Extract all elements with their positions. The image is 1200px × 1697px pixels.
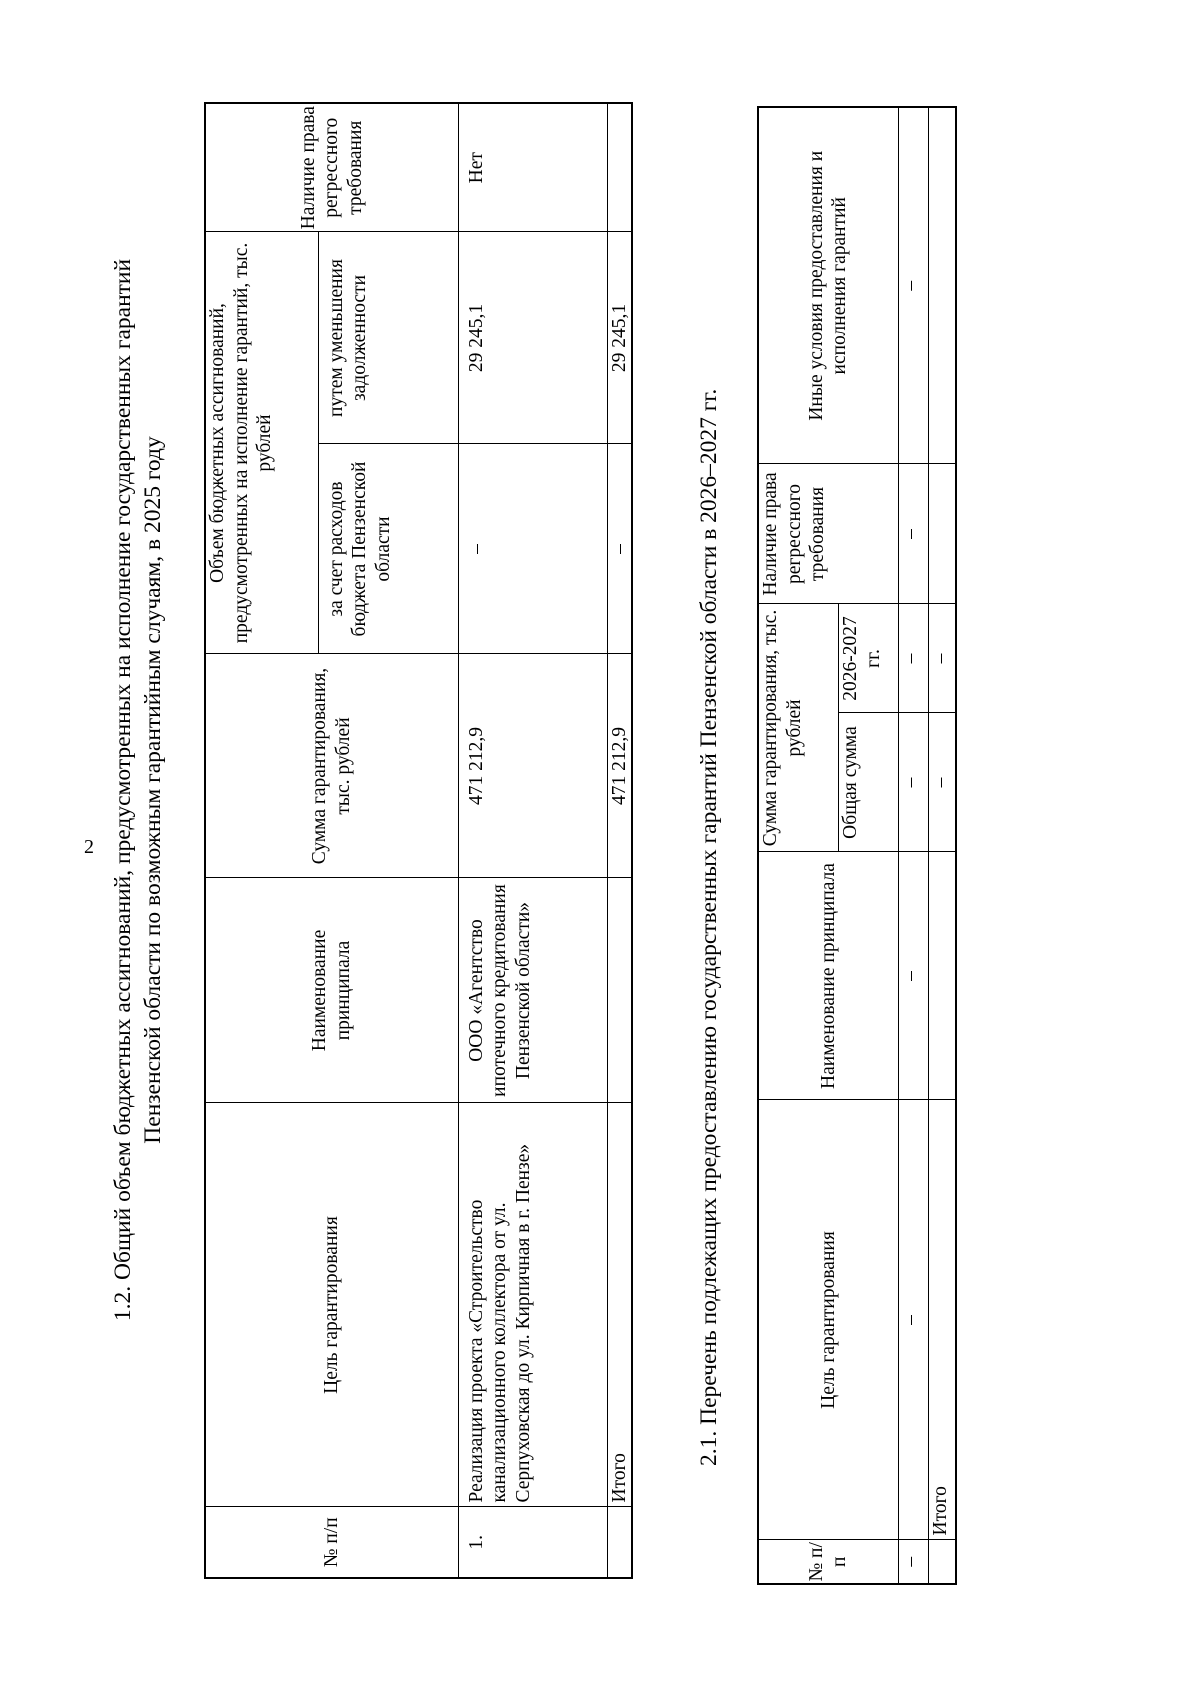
header2-sum: Сумма гарантирования, тыс. рублей	[758, 604, 838, 852]
header-vol-budget: за счет расходов бюджета Пензенской области	[318, 444, 458, 654]
row2-goal: –	[898, 1100, 928, 1540]
row-principal: ООО «Агентство ипотечного кредитования Пензенской области»	[458, 878, 607, 1103]
section1-title-line1: 1.2. Общий объем бюджетных ассигнований, предусмотренных на исполнение государственных гарантий	[110, 258, 136, 1322]
row2-other: –	[898, 107, 928, 464]
section1-title	[108, 140, 168, 1440]
total2-sum-years: –	[928, 604, 956, 713]
header2-sum-total: Общая сумма	[838, 713, 898, 852]
table-row	[458, 103, 607, 1578]
total-row	[928, 107, 956, 1584]
table1-wrapper	[204, 104, 630, 1579]
header2-principal: Наименование принципала	[758, 852, 898, 1100]
total2-sum-total: –	[928, 713, 956, 852]
total2-principal	[928, 852, 956, 1100]
total-vol-debt: 29 245,1	[607, 232, 632, 444]
total2-num	[928, 1540, 956, 1584]
header2-other: Иные условия предоставления и исполнения гарантий	[758, 107, 898, 464]
total-regress	[607, 103, 632, 232]
total-principal	[607, 878, 632, 1103]
total-num	[607, 1507, 632, 1578]
total2-regress	[928, 464, 956, 604]
table2-wrapper	[757, 108, 959, 1585]
row-num: 1.	[458, 1507, 607, 1578]
total2-label: Итого	[928, 1100, 956, 1540]
row-vol-debt: 29 245,1	[458, 232, 607, 444]
header2-goal: Цель гарантирования	[758, 1100, 898, 1540]
total-sum: 471 212,9	[607, 654, 632, 878]
header2-num: № п/п	[758, 1540, 898, 1584]
table-row	[898, 107, 928, 1584]
row2-sum-total: –	[898, 713, 928, 852]
row2-principal: –	[898, 852, 928, 1100]
guarantee-table-2026-2027	[757, 106, 957, 1585]
total-label: Итого	[607, 1103, 632, 1507]
row-regress: Нет	[458, 103, 607, 232]
header-regress: Наличие права регрессного требования	[205, 103, 458, 232]
row2-regress: –	[898, 464, 928, 604]
header-num: № п/п	[205, 1507, 458, 1578]
header2-regress: Наличие права регрессного требования	[758, 464, 898, 604]
row2-num: –	[898, 1540, 928, 1584]
header-vol-debt: путем уменьшения задолженности	[318, 232, 458, 444]
total-row	[607, 103, 632, 1578]
total2-other	[928, 107, 956, 464]
row-vol-budget: –	[458, 444, 607, 654]
header-volume: Объем бюджетных ассигнований, предусмотренных на исполнение гарантий, тыс. рублей	[205, 232, 318, 654]
header2-sum-years: 2026-2027 гг.	[838, 604, 898, 713]
total-vol-budget: –	[607, 444, 632, 654]
row-sum: 471 212,9	[458, 654, 607, 878]
row2-sum-years: –	[898, 604, 928, 713]
guarantee-table-2025	[204, 102, 633, 1579]
header-goal: Цель гарантирования	[205, 1103, 458, 1507]
section2-title: 2.1. Перечень подлежащих предоставлению государственных гарантий Пензенской области в 2026–2027 гг.	[696, 388, 722, 1466]
section1-title-line2: Пензенской области по возможным гарантийным случаям, в 2025 году	[140, 436, 166, 1144]
row-goal: Реализация проекта «Строительство канализационного коллектора от ул. Серпуховская до ул. Кирпичная в г. Пензе»	[458, 1103, 607, 1507]
page-number: 2	[84, 836, 94, 858]
header-principal: Наименование принципала	[205, 878, 458, 1103]
header-sum: Сумма гарантирования, тыс. рублей	[205, 654, 458, 878]
